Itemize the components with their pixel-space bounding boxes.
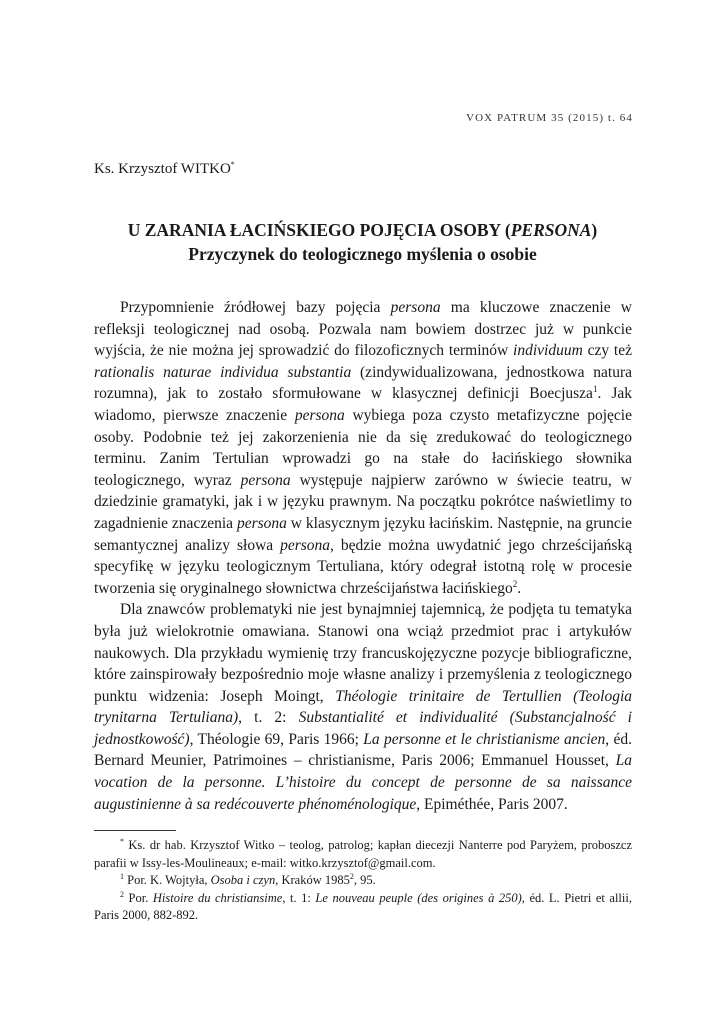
footnote-ref-2[interactable]: 2 <box>512 578 518 589</box>
paragraph-1: Przypomnienie źródłowej bazy pojęcia persona ma kluczowe znaczenie w refleksji teologicznej nad osobą. Pozwala nam bowiem dostrzec już w punkcie wyjścia, że nie można jej sprowadzić do filozoficznych terminów individuum czy też rationalis naturae individua substantia (zindywidualizowana, jednostkowa natura rozumna), jak to zostało sformułowane w klasycznej definicji Boecjusza$^1$. Jak wiadomo, pierwsze znaczenie persona wybiega poza czysto metafizyczne pojęcie osoby. Podobnie też jej zakorzenienia nie da się zredukować do teologicznego terminu. Zanim Tertulian wprowadzi go na stałe do łacińskiego słownika teologicznego, wyraz persona występuje najpierw zarówno w świecie teatru, w dziedzinie gramatyki, jak i w języku prawnym. Na początku pokrótce naświetlimy to zagadnienie znaczenia persona w klasycznym języku łacińskim. Następnie, na gruncie semantycznej analizy słowa persona, będzie można uwydatnić jego chrześcijańską specyfikę w języku teologicznym Tertuliana, który odegrał istotną rolę w procesie tworzenia się oryginalnego słownictwa chrześcijaństwa łacińskiego$^2$. <box>94 299 633 597</box>
footnote-1: $^1$ Por. K. Wojtyła, Osoba i czyn, Kraków 1985$^2$, 95. <box>120 872 376 888</box>
footnotes <box>94 837 632 925</box>
author-line <box>94 161 235 178</box>
paragraph-2: Dla znawców problematyki nie jest bynajmniej tajemnicą, że podjęta tu tematyka była już wielokrotnie omawiana. Stanowi ona wciąż przedmiot prac i artykułów naukowych. Dla przykładu wymienię trzy francuskojęzyczne pozycje bibliograficzne, które zainspirowały bezpośrednio moje własne analizy i przemyślenia z teologicznego punktu widzenia: Joseph Moingt, Théologie trinitaire de Tertullien (Teologia trynitarna Tertuliana), t. 2: Substantialité et individualité (Substancjalność i jednostkowość), Théologie 69, Paris 1966; La personne et le christianisme ancien, éd. Bernard Meunier, Patrimoines – christianisme, Paris 2006; Emmanuel Housset, La vocation de la personne. L’histoire du concept de personne de sa naissance augustinienne à sa redécouverte phénoménologique, Epiméthée, Paris 2007. <box>94 601 632 813</box>
footnote-divider <box>94 830 176 831</box>
footnote-ref-1[interactable]: 1 <box>592 384 598 395</box>
running-head: VOX PATRUM 35 (2015) t. 64 <box>466 112 633 124</box>
author-name: Ks. Krzysztof WITKO <box>94 161 231 177</box>
article-subtitle: Przyczynek do teologicznego myślenia o osobie <box>188 244 537 264</box>
title-block <box>60 218 665 266</box>
footnote-2: $^2$ Por. Histoire du christiansime, t. 1: Le nouveau peuple (des origines à 250), éd. L. Pietri et allii, Paris 2000, 882-892. <box>94 889 632 923</box>
body-text <box>94 297 632 815</box>
footnote-author: * Ks. dr hab. Krzysztof Witko – teolog, patrolog; kapłan diecezji Nanterre pod Paryżem, proboszcz parafii w Issy-les-Moulineaux; e-mail: witko.krzysztof@gmail.com. <box>94 836 632 870</box>
article-title: U ZARANIA ŁACIŃSKIEGO POJĘCIA OSOBY (PERSONA) <box>127 220 598 240</box>
title-italic-term: PERSONA <box>510 220 592 240</box>
author-footnote-mark[interactable]: * <box>230 160 235 169</box>
